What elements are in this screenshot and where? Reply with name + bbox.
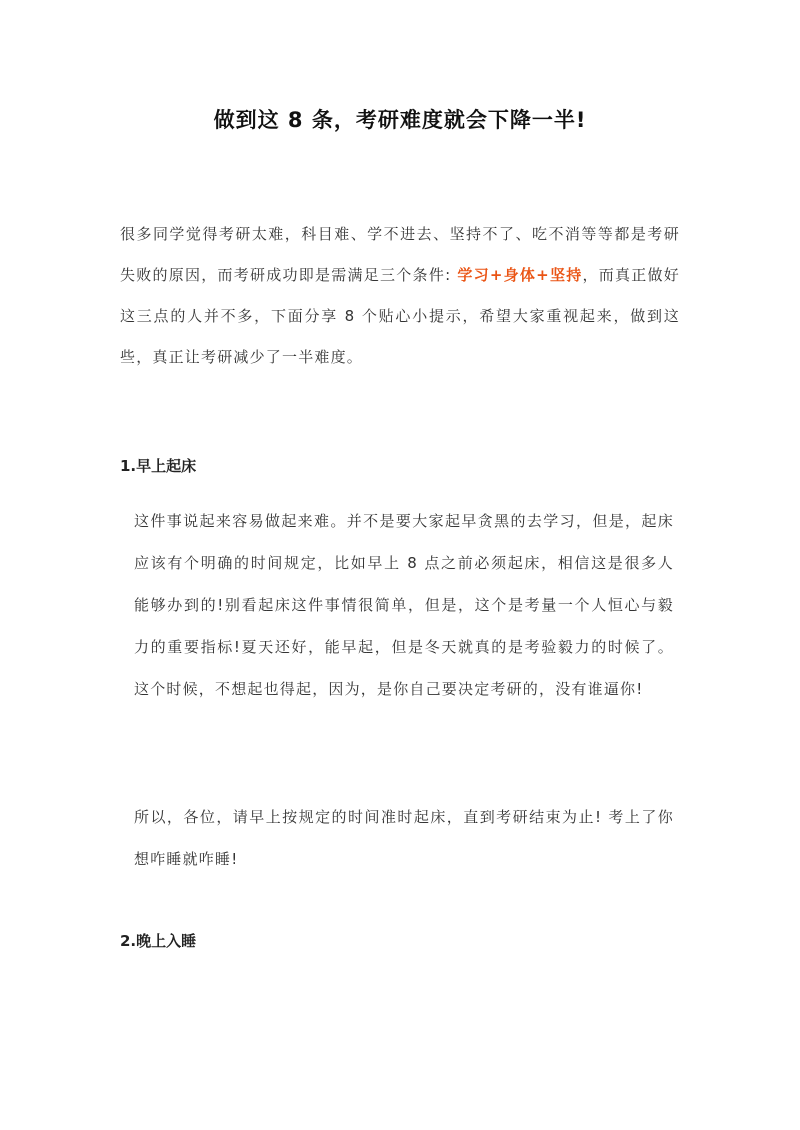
intro-paragraph	[120, 214, 680, 378]
section-1-paragraph-2: 所以，各位，请早上按规定的时间准时起床，直到考研结束为止! 考上了你想咋睡就咋睡!	[134, 808, 674, 868]
section-1-paragraph-1: 这件事说起来容易做起来难。并不是要大家起早贪黑的去学习，但是，起床应该有个明确的时间规定，比如早上 8 点之前必须起床，相信这是很多人能够办到的!别看起床这件事情很简单，但是，这个是考量一个人恒心与毅力的重要指标!夏天还好，能早起，但是冬天就真的是考验毅力的时候了。这个时候，不想起也得起，因为，是你自己要决定考研的，没有谁逼你!	[134, 512, 674, 698]
section-heading-sleep: 2.晚上入睡	[120, 932, 197, 950]
intro-highlight: 学习+身体+坚持	[457, 266, 583, 284]
document-title: 做到这 8 条，考研难度就会下降一半!	[213, 108, 587, 132]
intro-text-before: 很多同学觉得考研太难，科目难、学不进去、坚持不了、吃不消等等都是考研失败的原因，而考研成功即是需满足三个条件:	[120, 225, 680, 284]
section-heading-wake-up: 1.早上起床	[120, 457, 197, 475]
intro-text-after: ，而真正做好这三点的人并不多，下面分享 8 个贴心小提示，希望大家重视起来，做到这些，真正让考研减少了一半难度。	[120, 266, 680, 366]
